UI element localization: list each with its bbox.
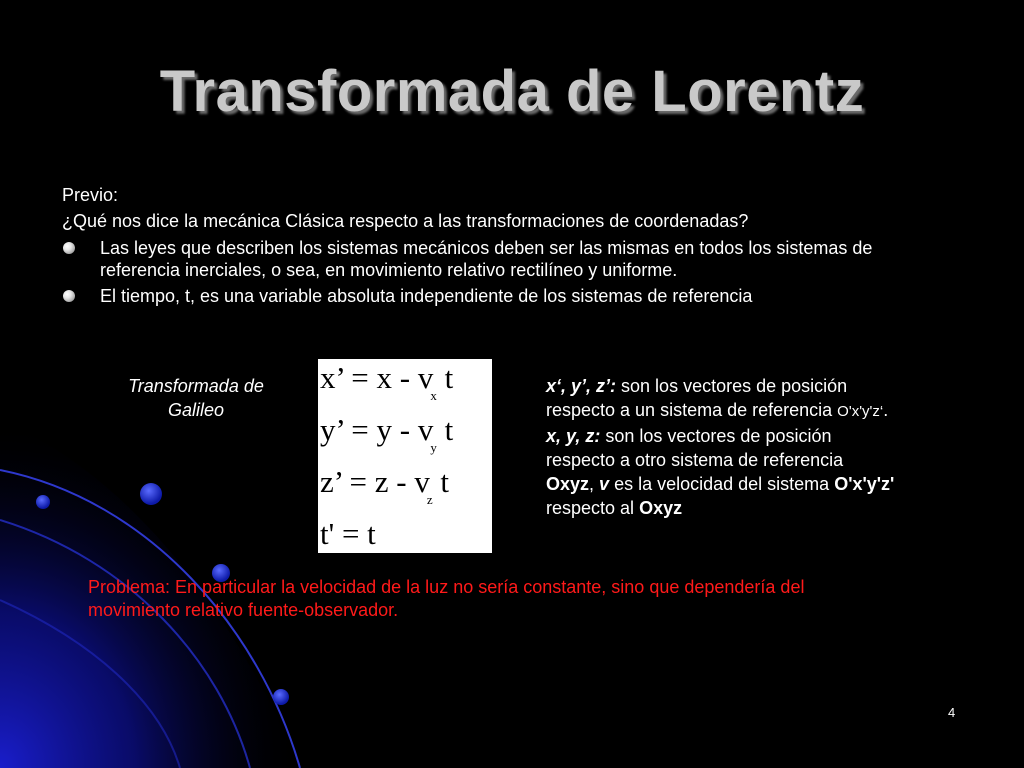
equation-tail: t <box>444 360 454 395</box>
decor-dot <box>140 483 162 505</box>
equation-lhs: x’ <box>320 360 344 395</box>
problem-text: Problema: En particular la velocidad de la luz no sería constante, sino que dependería del movimiento relativo fuente-observador. <box>88 577 805 620</box>
description-text <box>546 374 896 520</box>
decor-dot <box>36 495 50 509</box>
bullet-1-line-2: referencia inerciales, o sea, en movimiento relativo rectilíneo y uniforme. <box>100 260 678 280</box>
desc-primed-vars: x‘, y’, z’: <box>546 376 617 396</box>
equation-rhs: = z - v <box>349 464 430 499</box>
desc-frame-oxyz: Oxyz <box>546 474 590 494</box>
equation-tail: t <box>444 412 454 447</box>
equation-subscript: x <box>430 388 437 403</box>
desc-part: , <box>589 474 600 494</box>
equation-subscript: y <box>430 440 437 455</box>
slide-title: Transformada de Lorentz <box>159 59 865 124</box>
equation-y <box>320 413 453 453</box>
desc-frame-oxyz: Oxyz <box>639 498 683 518</box>
bullet-icon <box>63 290 75 302</box>
equation-lhs: y’ <box>320 412 344 447</box>
desc-part: son los vectores de posición respecto a un sistema de referencia <box>546 376 848 420</box>
equation-rhs: = y - v <box>351 412 434 447</box>
equation-t <box>320 517 376 551</box>
desc-part: respecto al <box>546 498 640 518</box>
desc-frame-primed: O'x'y'z' <box>834 474 895 494</box>
equation-subscript: z <box>426 492 433 507</box>
page-number: 4 <box>948 705 956 720</box>
desc-part: . <box>883 400 889 420</box>
previo-label: Previo: <box>62 185 119 205</box>
equation-x <box>320 361 453 401</box>
desc-part: es la velocidad del sistema <box>609 474 835 494</box>
equation-tail: t <box>440 464 450 499</box>
equation-lhs: t' <box>320 516 335 551</box>
desc-unprimed-vars: x, y, z: <box>546 426 601 446</box>
galileo-equations <box>318 359 492 553</box>
equation-z <box>320 465 449 505</box>
equation-lhs: z’ <box>320 464 342 499</box>
bullet-2-text: El tiempo, t, es una variable absoluta independiente de los sistemas de referencia <box>100 286 753 306</box>
question-text: ¿Qué nos dice la mecánica Clásica respecto a las transformaciones de coordenadas? <box>62 211 749 231</box>
desc-velocity: v <box>599 474 610 494</box>
equation-rhs: = x - v <box>351 360 434 395</box>
desc-primed-frame: O'x'y'z‘ <box>837 403 884 420</box>
galileo-label: Transformada de Galileo <box>128 376 264 420</box>
bullet-1-line-1: Las leyes que describen los sistemas mecánicos deben ser las mismas en todos los sistemas de <box>100 238 873 258</box>
decor-dot <box>273 689 289 705</box>
desc-part: son los vectores de posición respecto a otro sistema de referencia <box>546 426 844 470</box>
bullet-icon <box>63 242 75 254</box>
equation-rhs: = t <box>341 516 376 551</box>
